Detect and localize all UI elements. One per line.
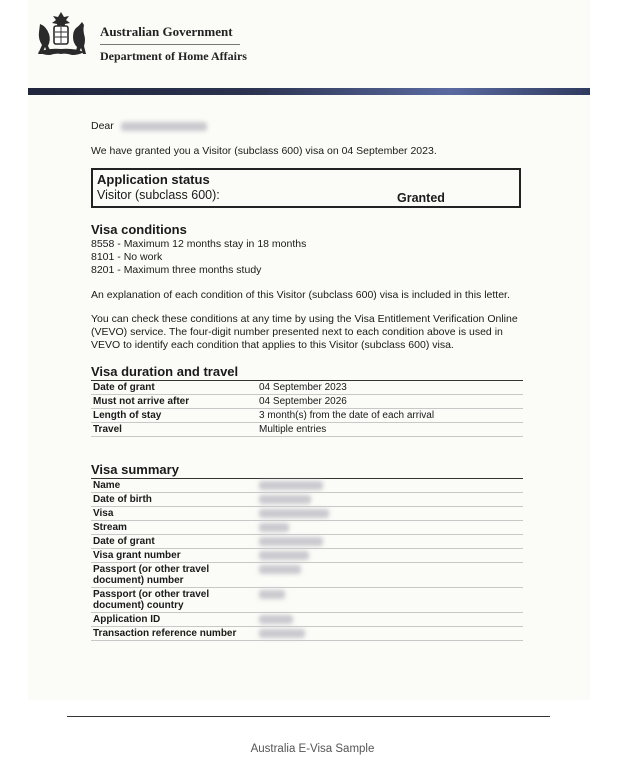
redacted-value (257, 613, 523, 626)
redacted-value (257, 627, 523, 640)
status-value: Granted (397, 191, 445, 205)
condition-item: 8558 - Maximum 12 months stay in 18 months (91, 238, 307, 250)
header-divider (100, 44, 240, 45)
row-key: Date of grant (93, 382, 155, 393)
government-title: Australian Government (100, 24, 233, 39)
row-value: 04 September 2023 (259, 382, 347, 393)
redacted-value (257, 479, 523, 492)
redacted-value (257, 521, 523, 534)
row-key: Travel (93, 424, 122, 435)
table-row (91, 479, 523, 493)
department-name (100, 24, 247, 64)
duration-title: Visa duration and travel (91, 364, 239, 379)
redacted-value (257, 549, 523, 562)
row-value: 3 month(s) from the date of each arrival (259, 410, 435, 421)
redacted-value (257, 535, 523, 548)
row-key: Must not arrive after (93, 396, 190, 407)
row-key: Visa grant number (93, 550, 181, 561)
coat-of-arms-icon (32, 10, 90, 62)
row-value: 04 September 2026 (259, 396, 347, 407)
table-row (91, 563, 523, 588)
row-key: Application ID (93, 614, 161, 625)
conditions-list (91, 238, 531, 276)
row-key: Transaction reference number (93, 628, 237, 639)
row-key: Visa (93, 508, 114, 519)
explanation-paragraph: An explanation of each condition of this Visitor (subclass 600) visa is included in this letter. (91, 289, 510, 301)
redacted-value (257, 588, 523, 612)
table-row (91, 381, 523, 395)
header-color-bar (28, 88, 590, 95)
redacted-value (257, 493, 523, 506)
row-key: Passport (or other travel document) country (93, 589, 210, 611)
table-row (91, 395, 523, 409)
image-caption: Australia E-Visa Sample (250, 743, 375, 755)
salutation (91, 120, 207, 132)
table-row (91, 613, 523, 627)
row-key: Stream (93, 522, 127, 533)
page-divider (67, 716, 550, 717)
table-row (91, 409, 523, 423)
intro-paragraph: We have granted you a Visitor (subclass 600) visa on 04 September 2023. (91, 145, 437, 157)
redacted-value (257, 507, 523, 520)
status-title: Application status (97, 172, 210, 187)
summary-table (91, 479, 523, 641)
redacted-name (121, 122, 207, 131)
row-key: Passport (or other travel document) number (93, 564, 210, 586)
redacted-value (257, 563, 523, 587)
row-value: Multiple entries (259, 424, 327, 435)
table-row (91, 521, 523, 535)
table-row (91, 493, 523, 507)
application-status-box (91, 168, 521, 208)
condition-item: 8101 - No work (91, 250, 163, 263)
condition-item: 8201 - Maximum three months study (91, 263, 262, 276)
duration-table (91, 381, 523, 437)
row-key: Length of stay (93, 410, 162, 421)
salutation-text: Dear (91, 120, 114, 132)
summary-title: Visa summary (91, 462, 179, 477)
table-row (91, 507, 523, 521)
table-row (91, 549, 523, 563)
row-key: Date of birth (93, 494, 152, 505)
table-row (91, 627, 523, 641)
conditions-title: Visa conditions (91, 222, 187, 237)
department-title: Department of Home Affairs (100, 49, 247, 63)
table-row (91, 423, 523, 437)
status-label: Visitor (subclass 600): (97, 188, 220, 202)
table-row (91, 588, 523, 613)
vevo-paragraph: You can check these conditions at any time by using the Visa Entitlement Verification Online (VEVO) service. The four-digit number presented next to each condition above is used in VEVO to identify each condition that applies to this Visitor (subclass 600) visa. (91, 313, 518, 351)
row-key: Name (93, 480, 121, 491)
row-key: Date of grant (93, 536, 155, 547)
table-row (91, 535, 523, 549)
